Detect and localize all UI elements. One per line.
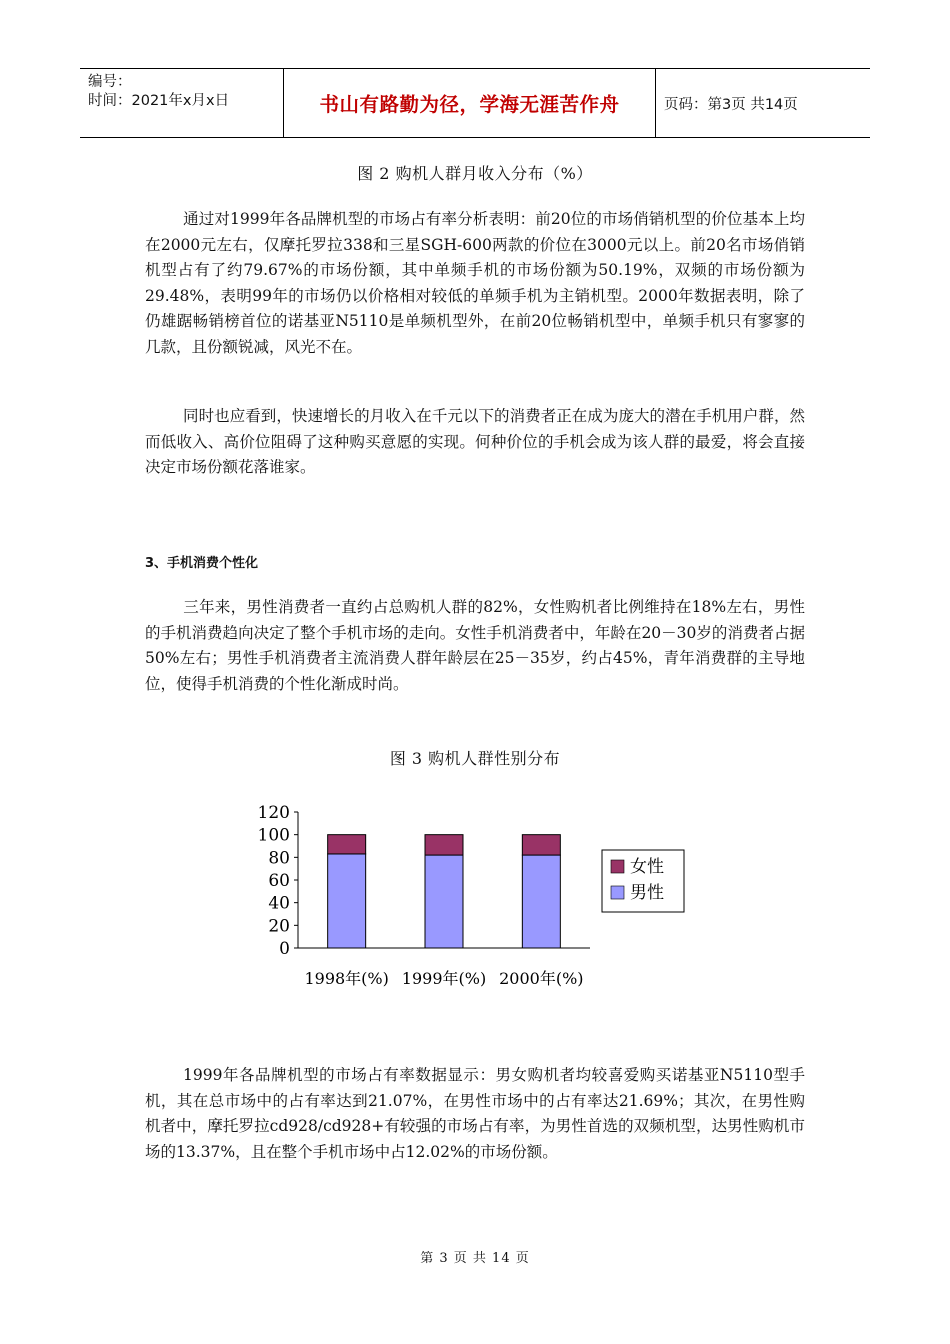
page-info: 页码：第3页 共14页 [664,96,798,113]
page-footer: 第 3 页 共 14 页 [420,1251,530,1266]
legend-swatch-0 [611,860,624,873]
bar-1-0 [425,855,463,948]
gender-distribution-chart [240,795,710,1005]
x-tick-label-0: 1998年(%) [304,969,389,988]
code-label: 编号： [88,74,132,90]
paragraph-3 [145,595,805,697]
paragraph-1 [145,207,805,360]
legend-swatch-1 [611,886,624,899]
y-tick-label-5: 100 [257,825,290,846]
bar-0-0 [328,854,366,948]
figure2-caption: 图 2 购机人群月收入分布（%） [357,164,593,183]
paragraph-4-text: 1999年各品牌机型的市场占有率数据显示：男女购机者均较喜爱购买诺基亚N5110型手机，其在总市场中的占有率达到21.07%，在男性市场中的占有率达21.69%；其次，在男性购机者中，摩托罗拉cd928/cd928+有较强的市场占有率，为男性首选的双频机型，达男性购机市场的13.37%，且在整个手机市场中占12.02%的市场份额。 [145,1066,805,1161]
y-tick-label-2: 40 [268,893,290,914]
paragraph-3-text: 三年来，男性消费者一直约占总购机人群的82%，女性购机者比例维持在18%左右，男性的手机消费趋向决定了整个手机市场的走向。女性手机消费者中，年龄在20－30岁的消费者占据50%左右；男性手机消费者主流消费人群年龄层在25－35岁，约占45%，青年消费群的主导地位，使得手机消费的个性化渐成时尚。 [145,598,805,693]
header-left-cell [80,69,283,137]
y-tick-label-3: 60 [268,871,290,891]
section-3-title: 3、手机消费个性化 [145,556,259,571]
paragraph-2 [145,404,805,481]
bar-2-0 [522,855,560,948]
time-label: 时间：2021年x月x日 [88,93,230,109]
x-tick-label-1: 1999年(%) [401,969,487,988]
y-tick-label-4: 80 [268,848,290,869]
figure3-caption: 图 3 购机人群性别分布 [389,749,561,768]
paragraph-2-text: 同时也应看到，快速增长的月收入在千元以下的消费者正在成为庞大的潜在手机用户群，然而低收入、高价位阻碍了这种购买意愿的实现。何种价位的手机会成为该人群的最爱，将会直接决定市场份额花落谁家。 [145,407,805,476]
y-tick-label-1: 20 [268,916,290,937]
paragraph-4 [145,1063,805,1165]
bar-2-1 [522,835,560,855]
legend-label-1: 男性 [630,883,664,903]
motto: 书山有路勤为径，学海无涯苦作舟 [283,69,656,137]
paragraph-1-text: 通过对1999年各品牌机型的市场占有率分析表明：前20位的市场俏销机型的价位基本上均在2000元左右，仅摩托罗拉338和三星SGH-600两款的价位在3000元以上。前20名市场俏销机型占有了约79.67%的市场份额，其中单频手机的市场份额为50.19%，双频的市场份额为29.48%，表明99年的市场仍以价格相对较低的单频手机为主销机型。2000年数据表明，除了仍雄踞畅销榜首位的诺基亚N5110是单频机型外，在前20位畅销机型中，单频手机只有寥寥的几款，且份额锐减，风光不在。 [145,210,805,356]
y-tick-label-0: 0 [279,939,290,959]
legend-label-0: 女性 [630,857,664,877]
bar-1-1 [425,835,463,855]
y-tick-label-6: 120 [257,803,290,823]
header-table [80,68,870,138]
x-tick-label-2: 2000年(%) [499,969,584,988]
bar-0-1 [328,835,366,854]
